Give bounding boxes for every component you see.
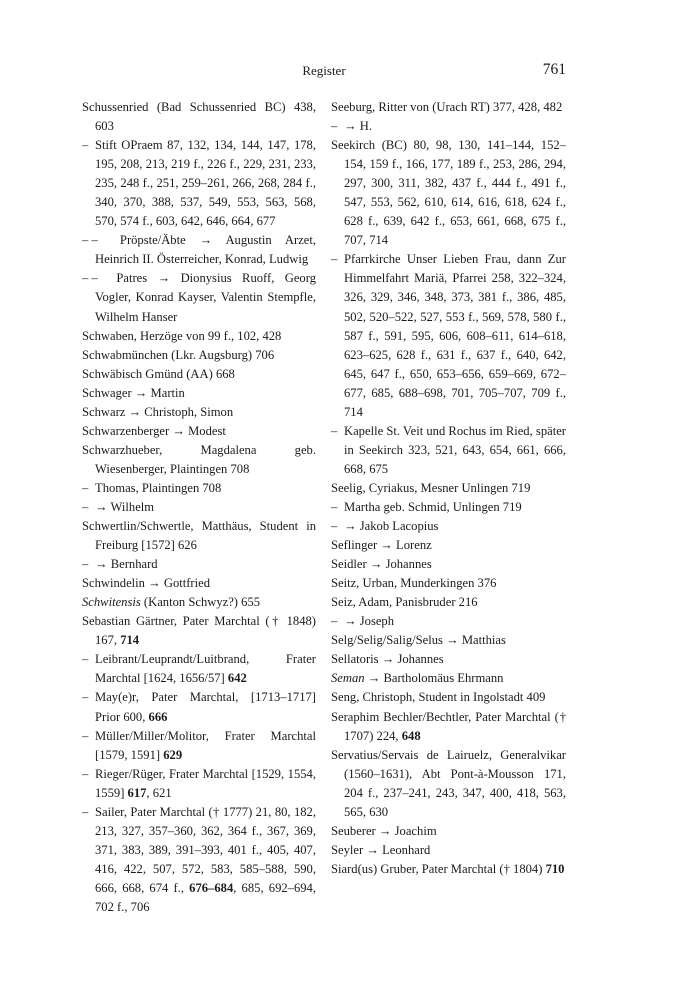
index-entry: [82, 346, 316, 365]
subentry-dash: –: [82, 690, 89, 705]
subentry-dash: –: [82, 728, 89, 743]
index-entry: [82, 593, 316, 612]
subentry-dash: – –: [82, 233, 98, 248]
entry-text: Leibrant/Leuprandt/Luitbrand, Frater Marchtal [1624, 1656/57]: [95, 652, 316, 686]
entry-text: Rieger/Rüger, Frater Marchtal [1529, 1554, 1559]: [95, 766, 316, 800]
entry-text: → Bernhard: [95, 557, 158, 572]
entry-text: → Jakob Lacopius: [344, 519, 439, 534]
entry-text: Kapelle St. Veit und Rochus im Ried, später in Seekirch 323, 521, 643, 654, 661, 666, 668, 675: [344, 423, 566, 476]
entry-text: Patres → Dionysius Ruoff, Georg Vogler, Konrad Kayser, Valentin Stempfle, Wilhelm Hanser: [95, 271, 316, 324]
index-entry: [82, 650, 316, 688]
index-entry: [331, 688, 566, 707]
entry-bold-page: 676–684: [189, 880, 234, 895]
entry-text: Schwarzhueber, Magdalena geb. Wiesenberger, Plaintingen 708: [82, 442, 316, 476]
entry-text: → H.: [344, 119, 372, 134]
index-entry: [82, 384, 316, 403]
entry-italic-term: Seman: [331, 671, 365, 686]
entry-text: Seyler → Leonhard: [331, 842, 431, 857]
index-entry: [331, 841, 566, 860]
entry-text: Siard(us) Gruber, Pater Marchtal († 1804): [331, 861, 546, 876]
entry-text: Servatius/Servais de Lairuelz, Generalvikar (1560–1631), Abt Pont-à-Mousson 171, 204 f., 237–241, 243, 347, 400, 418, 563, 565, 630: [331, 747, 566, 819]
entry-text: Schwaben, Herzöge von 99 f., 102, 428: [82, 328, 282, 343]
entry-text: (Kanton Schwyz?) 655: [140, 595, 261, 610]
index-entry: [82, 498, 316, 517]
index-entry: [82, 136, 316, 231]
index-entry: [82, 269, 316, 326]
entry-text: Seuberer → Joachim: [331, 823, 437, 838]
subentry-dash: –: [331, 119, 338, 134]
entry-text: Schwäbisch Gmünd (AA) 668: [82, 366, 235, 381]
entry-text: Seng, Christoph, Student in Ingolstadt 409: [331, 690, 546, 705]
subentry-dash: –: [82, 652, 89, 667]
index-entry: [331, 746, 566, 822]
index-entry: [331, 498, 566, 517]
running-header: [82, 61, 566, 83]
index-entry: [82, 555, 316, 574]
index-entry: [82, 517, 316, 555]
index-entry: [331, 631, 566, 650]
entry-text-after: , 621: [146, 785, 172, 800]
entry-bold-page: 714: [120, 633, 140, 648]
entry-text: Martha geb. Schmid, Unlingen 719: [344, 499, 522, 514]
entry-bold-page: 648: [401, 728, 421, 743]
index-entry: [331, 136, 566, 250]
index-entry: [82, 803, 316, 917]
subentry-dash: –: [331, 499, 338, 514]
entry-text: Schwindelin → Gottfried: [82, 576, 211, 591]
index-entry: [82, 765, 316, 803]
index-entry: [331, 479, 566, 498]
subentry-dash: –: [331, 252, 338, 267]
subentry-dash: –: [82, 804, 89, 819]
entry-text: → Bartholomäus Ehrmann: [364, 671, 504, 686]
entry-text: Schwarzenberger → Modest: [82, 423, 226, 438]
index-entry: [331, 517, 566, 536]
index-entry: [331, 574, 566, 593]
entry-text: Seelig, Cyriakus, Mesner Unlingen 719: [331, 480, 531, 495]
index-entry: [82, 727, 316, 765]
subentry-dash: –: [82, 138, 89, 153]
entry-text: Sailer, Pater Marchtal († 1777) 21, 80, 182, 213, 327, 357–360, 362, 364 f., 367, 369, 371, 383, 389, 391–393, 401 f., 405, 407, 416, 422, 507, 572, 583, 585–588, 590, 666, 668, 674 f.,: [95, 804, 316, 895]
index-entry: [82, 98, 316, 136]
index-entry: [82, 479, 316, 498]
subentry-dash: –: [82, 557, 89, 572]
entry-text: Schussenried (Bad Schussenried BC) 438, 603: [82, 100, 316, 134]
entry-bold-page: 666: [148, 709, 168, 724]
index-column-right: [331, 98, 566, 879]
index-entry: [331, 708, 566, 746]
entry-text: Pröpste/Äbte → Augustin Arzet, Heinrich II. Österreicher, Konrad, Ludwig: [95, 233, 316, 267]
index-entry: [82, 441, 316, 479]
index-entry: [82, 422, 316, 441]
entry-text: Seflinger → Lorenz: [331, 538, 432, 553]
index-entry: [331, 593, 566, 612]
entry-text: Seeburg, Ritter von (Urach RT) 377, 428, 482: [331, 100, 563, 114]
index-entry: [331, 822, 566, 841]
index-entry: [331, 860, 566, 879]
entry-text: Sebastian Gärtner, Pater Marchtal († 1848) 167,: [82, 614, 316, 648]
index-entry: [331, 117, 566, 136]
index-entry: [82, 688, 316, 726]
entry-text: Schwager → Martin: [82, 385, 185, 400]
index-entry: [82, 403, 316, 422]
subentry-dash: –: [82, 499, 89, 514]
index-entry: [82, 327, 316, 346]
page-number: 761: [542, 61, 566, 78]
entry-text-after: , 685, 692–694, 702 f., 706: [95, 880, 316, 914]
index-entry: [331, 98, 566, 117]
subentry-dash: –: [331, 614, 338, 629]
entry-text: Sellatoris → Johannes: [331, 652, 444, 667]
entry-text: Pfarrkirche Unser Lieben Frau, dann Zur Himmelfahrt Mariä, Pfarrei 258, 322–324, 326, 329, 346, 348, 373, 381 f., 386, 485, 502, 520–522, 527, 553 f., 569, 578, 580 f., 587 f., 591, 595, 606, 608–611, 614–618, 623–625, 628 f., 631 f., 637 f., 640, 642, 645, 647 f., 650, 653–656, 659–669, 672–677, 685, 688–698, 701, 705–707, 709 f., 714: [344, 252, 566, 419]
entry-text: → Joseph: [344, 614, 395, 629]
subentry-dash: –: [331, 519, 338, 534]
entry-text: Thomas, Plaintingen 708: [95, 480, 222, 495]
index-entry: [331, 250, 566, 421]
index-column-left: [82, 98, 316, 917]
entry-text: Selg/Selig/Salig/Selus → Matthias: [331, 633, 506, 648]
index-entry: [331, 422, 566, 479]
index-entry: [82, 231, 316, 269]
entry-text: Seiz, Adam, Panisbruder 216: [331, 595, 478, 610]
subentry-dash: –: [331, 423, 338, 438]
running-title: Register: [302, 63, 346, 78]
subentry-dash: –: [82, 766, 89, 781]
entry-text: → Wilhelm: [95, 499, 155, 514]
index-entry: [331, 612, 566, 631]
entry-text: Seitz, Urban, Munderkingen 376: [331, 576, 497, 591]
subentry-dash: –: [82, 480, 89, 495]
entry-text: Seekirch (BC) 80, 98, 130, 141–144, 152–154, 159 f., 166, 177, 189 f., 253, 286, 294, 297, 300, 311, 382, 437 f., 444 f., 491 f., 547, 553, 562, 610, 614, 616, 618, 624 f., 628 f., 639, 642 f., 653, 661, 668, 675 f., 707, 714: [331, 138, 566, 248]
index-entry: [331, 536, 566, 555]
entry-text: May(e)r, Pater Marchtal, [1713–1717] Prior 600,: [95, 690, 316, 724]
entry-bold-page: 629: [163, 747, 183, 762]
index-entry: [331, 669, 566, 688]
subentry-dash: – –: [82, 271, 98, 286]
index-entry: [331, 650, 566, 669]
entry-text: Schwarz → Christoph, Simon: [82, 404, 234, 419]
index-entry: [331, 555, 566, 574]
entry-text: Schwabmünchen (Lkr. Augsburg) 706: [82, 347, 275, 362]
entry-bold-page: 710: [545, 861, 565, 876]
entry-text: Müller/Miller/Molitor, Frater Marchtal [1579, 1591]: [95, 728, 316, 762]
entry-text: Schwertlin/Schwertle, Matthäus, Student in Freiburg [1572] 626: [82, 519, 316, 553]
index-entry: [82, 574, 316, 593]
entry-bold-page: 617: [127, 785, 147, 800]
entry-italic-term: Schwitensis: [82, 595, 141, 610]
entry-text: Stift OPraem 87, 132, 134, 144, 147, 178, 195, 208, 213, 219 f., 226 f., 229, 231, 233, 235, 248 f., 251, 259–261, 266, 268, 284 f., 340, 370, 388, 537, 549, 553, 563, 568, 570, 574 f., 603, 642, 646, 664, 677: [95, 138, 316, 229]
index-entry: [82, 612, 316, 650]
entry-bold-page: 642: [227, 671, 247, 686]
entry-text: Seraphim Bechler/Bechtler, Pater Marchtal († 1707) 224,: [331, 709, 566, 743]
index-entry: [82, 365, 316, 384]
entry-text: Seidler → Johannes: [331, 557, 432, 572]
